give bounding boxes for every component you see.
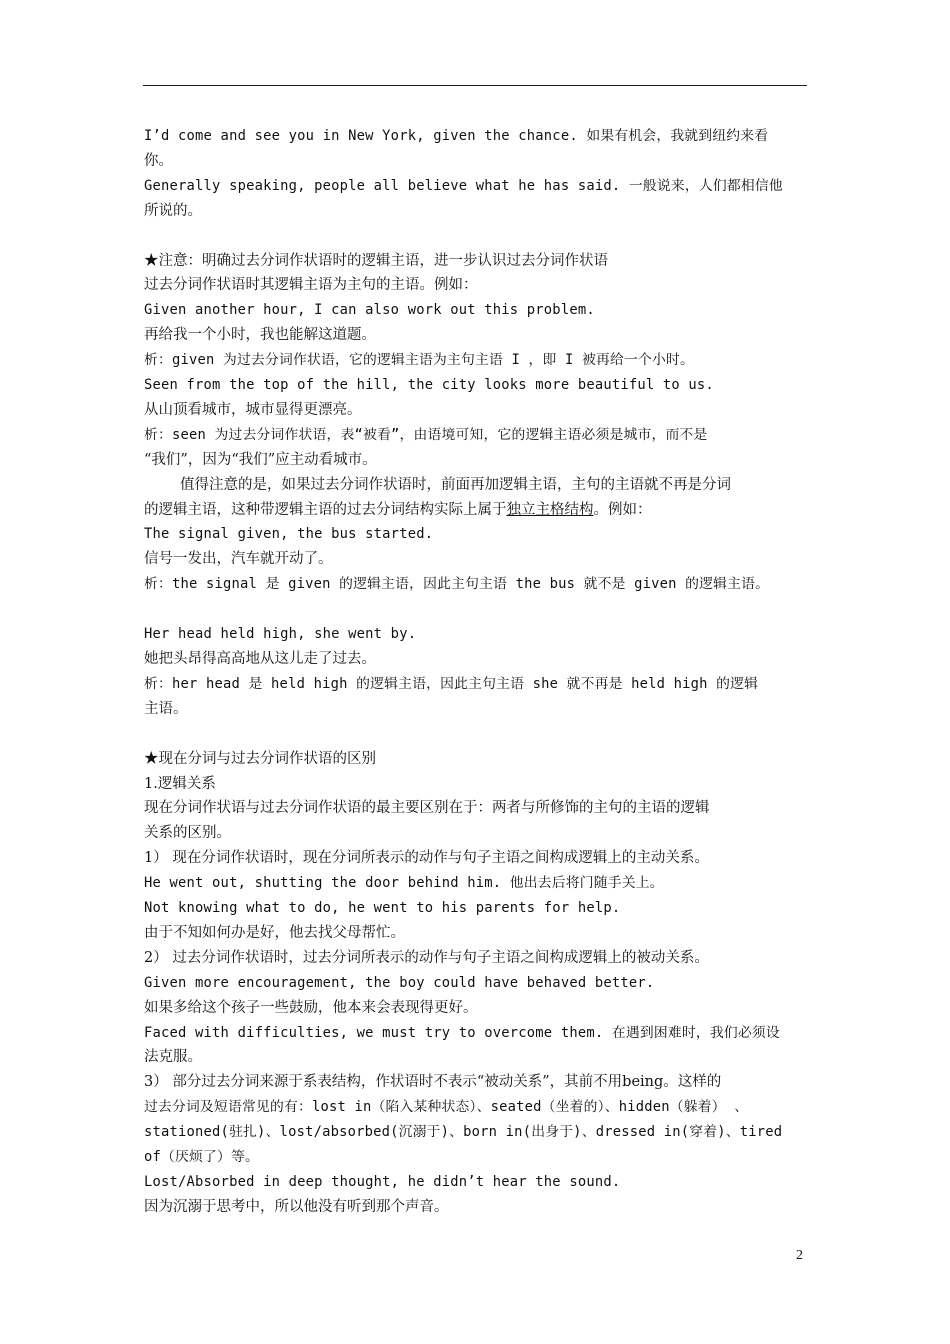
paragraph-text: 。例如： <box>593 501 652 518</box>
text-line: Generally speaking, people all believe what he has said. 一般说来，人们都相信他 <box>144 177 783 194</box>
paragraph-line: 过去分词及短语常见的有：lost in（陷入某种状态）、seated（坐着的）、hidden（躲着） 、 <box>144 1099 749 1116</box>
subheading-logic: 1.逻辑关系 <box>144 775 216 792</box>
page-body <box>144 124 818 1220</box>
point-3: 3） 部分过去分词来源于系表结构，作状语时不表示“被动关系”，其前不用being。这样的 <box>144 1074 722 1091</box>
text-line: I’d come and see you in New York, given the chance. 如果有机会，我就到纽约来看 <box>144 128 769 144</box>
example-sentence: Given more encouragement, the boy could have behaved better. <box>144 974 655 991</box>
analysis-line: 析：the signal 是 given 的逻辑主语，因此主句主语 the bus 就不是 given 的逻辑主语。 <box>144 576 770 593</box>
example-sentence: Not knowing what to do, he went to his parents for help. <box>144 900 621 917</box>
translation-line: 法克服。 <box>144 1049 202 1066</box>
analysis-line: 析：her head 是 held high 的逻辑主语，因此主句主语 she 就不再是 held high 的逻辑 <box>144 675 759 692</box>
blank-line <box>144 597 818 622</box>
translation-line: 她把头昂得高高地从这儿走了过去。 <box>144 651 376 667</box>
paragraph-text: 的逻辑主语，这种带逻辑主语的过去分词结构实际上属于 <box>144 501 507 518</box>
header-rule <box>143 85 807 86</box>
translation-line: 由于不知如何办是好，他去找父母帮忙。 <box>144 924 405 941</box>
point-2: 2） 过去分词作状语时，过去分词所表示的动作与句子主语之间构成逻辑上的被动关系。 <box>144 949 709 966</box>
translation-line: 信号一发出，汽车就开动了。 <box>144 551 333 568</box>
section-heading-note: ★注意：明确过去分词作状语时的逻辑主语，进一步认识过去分词作状语 <box>144 252 608 269</box>
paragraph-line <box>144 498 818 523</box>
analysis-line: “我们”，因为“我们”应主动看城市。 <box>144 451 377 468</box>
page-number: 2 <box>796 1248 803 1263</box>
example-sentence: He went out, shutting the door behind him. 他出去后将门随手关上。 <box>144 875 664 892</box>
translation-line: 因为沉溺于思考中，所以他没有听到那个声音。 <box>144 1198 449 1215</box>
example-sentence: Seen from the top of the hill, the city looks more beautiful to us. <box>144 377 714 394</box>
paragraph-line: 现在分词作状语与过去分词作状语的最主要区别在于：两者与所修饰的主句的主语的逻辑 <box>144 800 710 817</box>
blank-line <box>144 722 818 747</box>
example-sentence: The signal given, the bus started. <box>144 526 434 543</box>
absolute-construction-term: 独立主格结构 <box>506 501 594 518</box>
text-line: 所说的。 <box>144 202 202 219</box>
section-heading-difference: ★现在分词与过去分词作状语的区别 <box>144 750 376 767</box>
paragraph-line: of（厌烦了）等。 <box>144 1149 259 1166</box>
example-sentence: Lost/Absorbed in deep thought, he didn’t hear the sound. <box>144 1174 621 1191</box>
translation-line: 从山顶看城市，城市显得更漂亮。 <box>144 401 362 418</box>
translation-line: 再给我一个小时，我也能解这道题。 <box>144 327 376 344</box>
paragraph-line: 关系的区别。 <box>144 825 231 842</box>
example-sentence: Given another hour, I can also work out this problem. <box>144 302 595 319</box>
text-line: 过去分词作状语时其逻辑主语为主句的主语。例如： <box>144 277 478 294</box>
point-1: 1） 现在分词作状语时，现在分词所表示的动作与句子主语之间构成逻辑上的主动关系。 <box>144 850 709 867</box>
blank-line <box>144 224 818 249</box>
paragraph-line: stationed(驻扎)、lost/absorbed(沉溺于)、born in(出身于)、dressed in(穿着)、tired <box>144 1124 783 1141</box>
analysis-line: 主语。 <box>144 700 188 717</box>
paragraph-line: 值得注意的是，如果过去分词作状语时，前面再加逻辑主语，主句的主语就不再是分词 <box>180 476 731 493</box>
example-sentence: Faced with difficulties, we must try to overcome them. 在遇到困难时，我们必须设 <box>144 1024 780 1041</box>
example-sentence: Her head held high, she went by. <box>144 626 417 643</box>
translation-line: 如果多给这个孩子一些鼓励，他本来会表现得更好。 <box>144 999 478 1016</box>
analysis-line: 析：given 为过去分词作状语，它的逻辑主语为主句主语 I ，即 I 被再给一个小时。 <box>144 352 694 369</box>
text-line: 你。 <box>144 152 173 169</box>
analysis-line: 析：seen 为过去分词作状语，表“被看”，由语境可知，它的逻辑主语必须是城市，而不是 <box>144 426 708 443</box>
